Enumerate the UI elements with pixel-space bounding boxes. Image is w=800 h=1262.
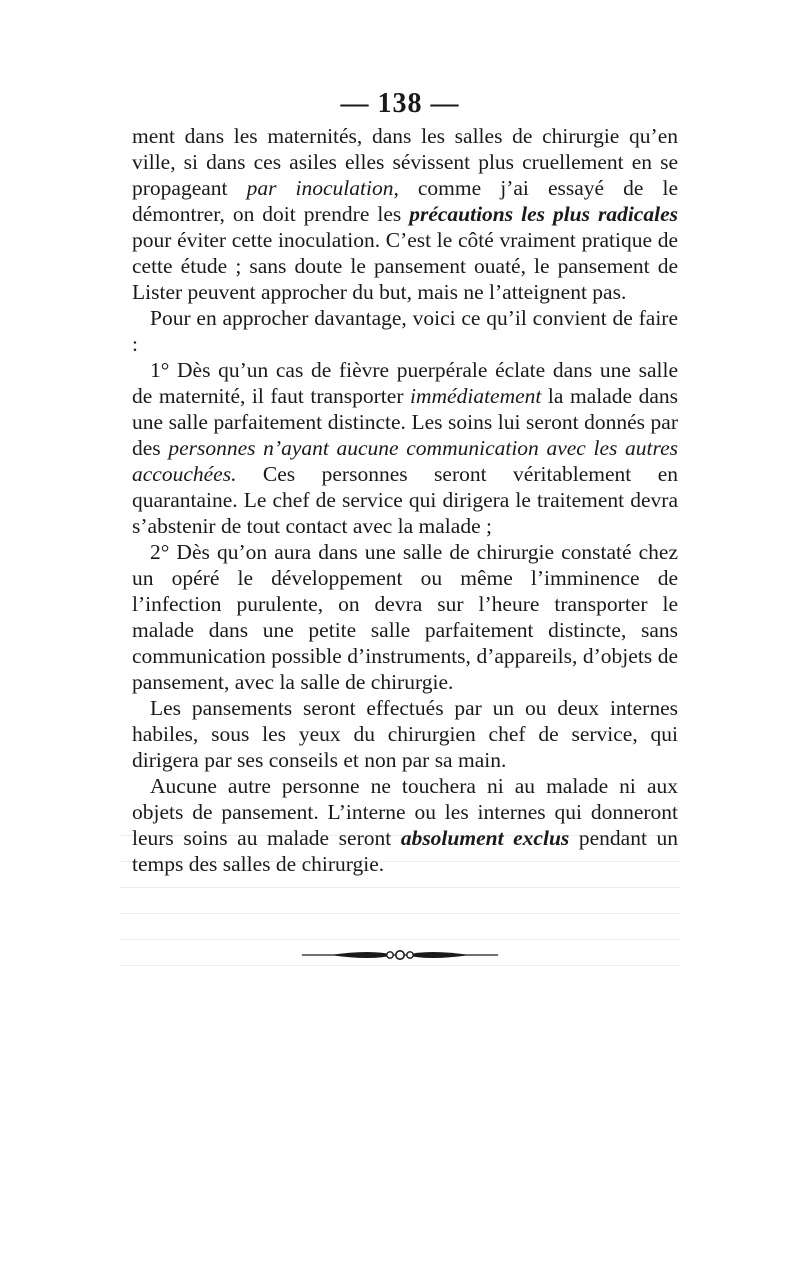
emphasized-text: absolument exclus [400,826,570,850]
paragraph-p1 [132,123,678,305]
body-text-run: Aucune autre personne ne touchera ni au malade ni aux objets de pansement. L’interne ou les internes qui donneront leurs soins au malade seront [132,774,678,850]
body-text-run: pendant un temps des salles de chirurgie. [132,826,678,876]
body-text-run: Pour en approcher davantage, voici ce qu’il convient de faire : [132,306,678,356]
paragraph-p2 [132,305,678,357]
body-text-run: Les pansements seront effectués par un ou deux internes habiles, sous les yeux du chirurgien chef de service, qui dirigera par ses conseils et non par sa main. [132,696,678,772]
page-number: — 138 — [340,88,460,119]
body-text-run: la malade dans une salle parfaitement distincte. Les soins lui seront donnés par des [132,384,678,460]
paragraph-p6 [132,773,678,877]
paragraph-p5 [132,695,678,773]
emphasized-text: personnes n’ayant aucune communication avec les autres accouchées. [132,436,678,486]
emphasized-text: précautions les plus radicales [409,202,678,226]
body-text-run: , comme j’ai essayé de le démontrer, on doit prendre les [132,176,678,226]
body-text-run: ment dans les maternités, dans les salles de chirurgie qu’en ville, si dans ces asiles elles sévissent plus cruellement en se propageant [132,124,678,200]
body-text-run: Ces personnes seront véritablement en quarantaine. Le chef de service qui dirigera le traitement devra s’abstenir de tout contact avec la malade ; [132,462,678,538]
emphasized-text: par inoculation [246,176,394,200]
tailpiece-ornament [302,946,498,964]
paragraph-p3 [132,357,678,539]
body-text-run: 2° Dès qu’on aura dans une salle de chirurgie constaté chez un opéré le développement ou même l’imminence de l’infection purulente, on devra sur l’heure transporter le malade dans une petite salle parfaitement distincte, sans communication possible d’instruments, d’appareils, d’objets de pansement, avec la salle de chirurgie. [132,540,678,694]
body-text-run: 1° Dès qu’un cas de fièvre puerpérale éclate dans une salle de maternité, il faut transporter [132,358,678,408]
body-text [132,123,678,877]
emphasized-text: immédiatement [410,384,542,408]
body-text-run: pour éviter cette inoculation. C’est le côté vraiment pratique de cette étude ; sans doute le pansement ouaté, le pansement de Lister peuvent approcher du but, mais ne l’atteignent pas. [132,228,678,304]
paragraph-p4 [132,539,678,695]
